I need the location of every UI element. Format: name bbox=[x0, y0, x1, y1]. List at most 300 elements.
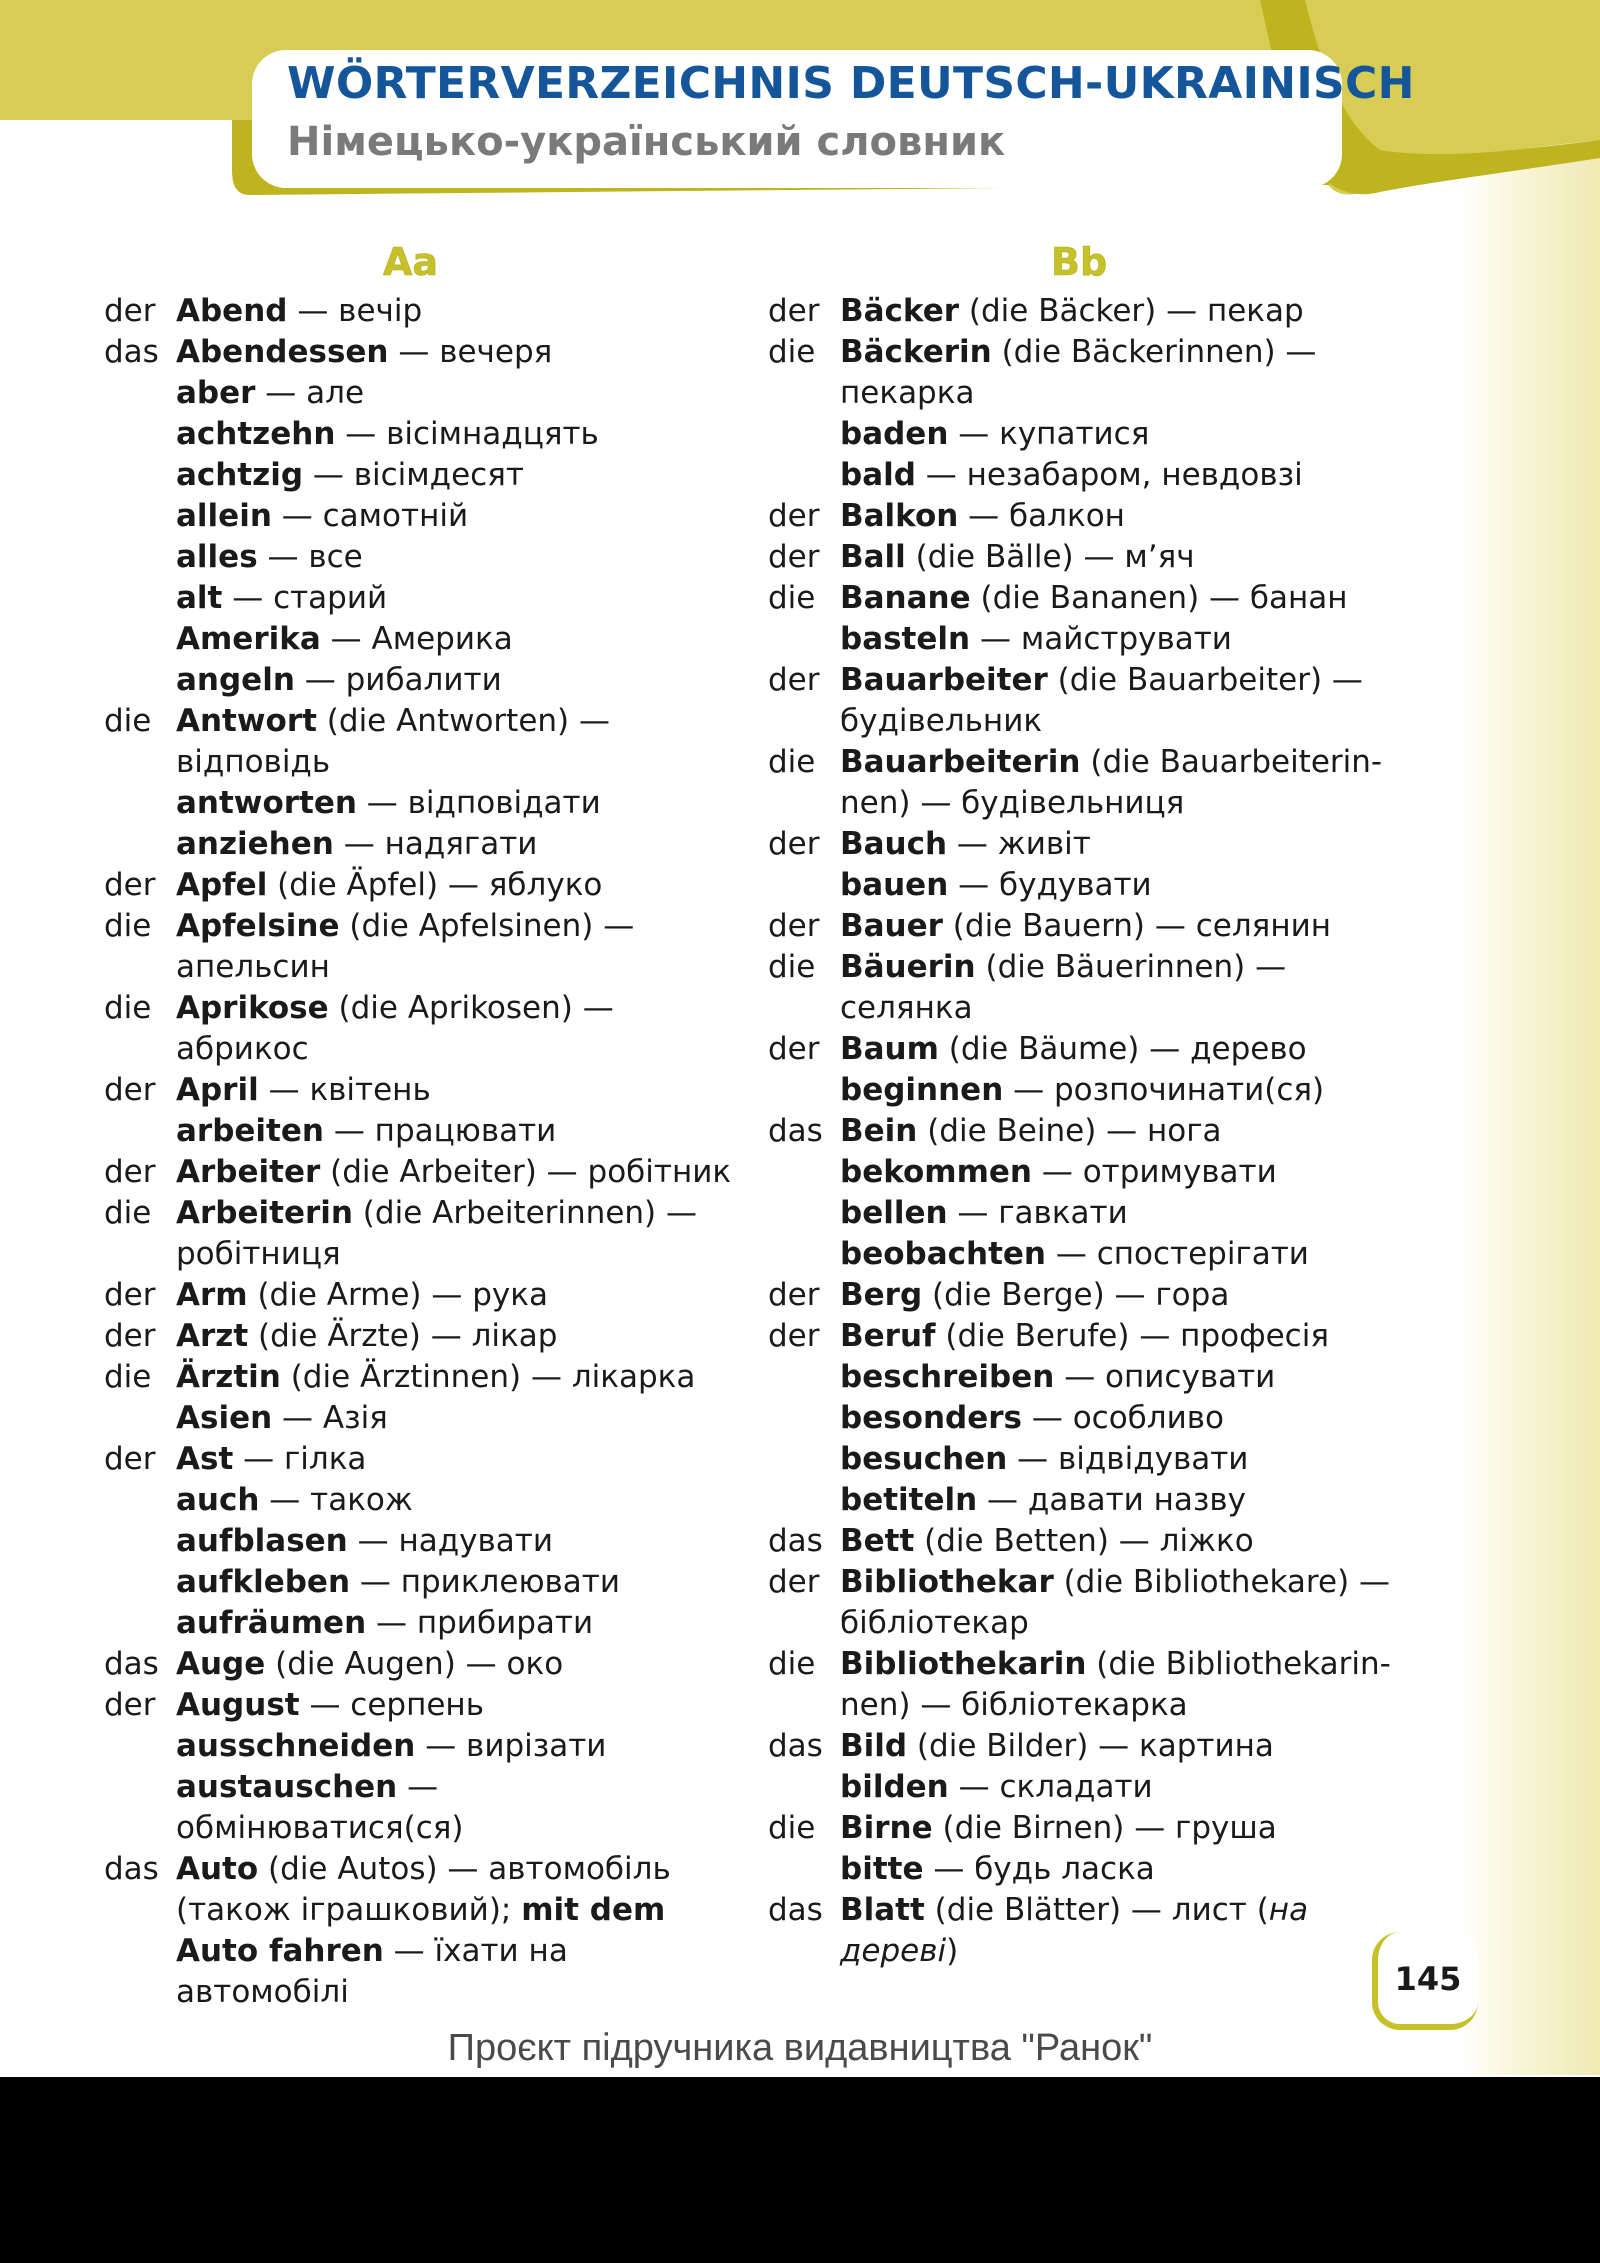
entry-headword: Berg bbox=[840, 1277, 923, 1313]
entry-definition bbox=[840, 824, 1408, 865]
entry-headword: Auge bbox=[176, 1646, 266, 1682]
entry-definition bbox=[176, 824, 734, 865]
section-letter-b: Bb bbox=[1051, 240, 1108, 284]
entry-article bbox=[768, 619, 840, 660]
entry-text: — обмінюватися(ся) bbox=[176, 1769, 464, 1846]
entry-headword: Bauch bbox=[840, 826, 948, 862]
entry-definition bbox=[176, 1644, 734, 1685]
entry-text: — вечір bbox=[287, 293, 423, 329]
dictionary-entry bbox=[768, 1644, 1408, 1726]
entry-definition bbox=[176, 701, 734, 783]
entry-headword: angeln bbox=[176, 662, 295, 698]
entry-article bbox=[104, 660, 176, 701]
entry-text: (die Ärzte) — лікар bbox=[248, 1318, 558, 1354]
entry-definition bbox=[840, 1316, 1408, 1357]
entry-headword: Apfelsine bbox=[176, 908, 340, 944]
footer-note: Проєкт підручника видавництва "Ранок" bbox=[447, 2027, 1153, 2069]
page-subtitle: Німецько-український словник bbox=[287, 119, 1006, 165]
entry-headword: Bild bbox=[840, 1728, 908, 1764]
entry-headword: Bäcker bbox=[840, 293, 960, 329]
section-letter-a: Aa bbox=[383, 240, 439, 284]
entry-definition bbox=[176, 1603, 734, 1644]
dictionary-entry bbox=[104, 1111, 734, 1152]
entry-headword: allein bbox=[176, 498, 272, 534]
entry-headword: ausschneiden bbox=[176, 1728, 416, 1764]
entry-headword: aufblasen bbox=[176, 1523, 348, 1559]
entry-definition bbox=[176, 1111, 734, 1152]
dictionary-entry bbox=[104, 1316, 734, 1357]
entry-headword: achtzehn bbox=[176, 416, 336, 452]
entry-headword: bitte bbox=[840, 1851, 924, 1887]
entry-definition bbox=[840, 455, 1408, 496]
dictionary-entry bbox=[768, 496, 1408, 537]
entry-article: der bbox=[104, 1441, 156, 1477]
entry-headword: Abend bbox=[176, 293, 288, 329]
entry-text: (die Bauern) — селянин bbox=[942, 908, 1331, 944]
entry-text: (die Bilder) — картина bbox=[907, 1728, 1274, 1764]
dictionary-entry bbox=[768, 906, 1408, 947]
entry-text: — квітень bbox=[258, 1072, 431, 1108]
entry-text: — також bbox=[259, 1482, 413, 1518]
entry-article: der bbox=[768, 662, 820, 698]
dictionary-entry bbox=[768, 1890, 1408, 1972]
entry-text: (die Birnen) — груша bbox=[932, 1810, 1277, 1846]
entry-headword: Arbeiter bbox=[176, 1154, 321, 1190]
dictionary-entry bbox=[768, 947, 1408, 1029]
entry-text: (die Bälle) — м’яч bbox=[905, 539, 1195, 575]
entry-headword: basteln bbox=[840, 621, 971, 657]
entry-text: (die Blätter) — лист ( bbox=[924, 1892, 1269, 1928]
entry-definition bbox=[176, 291, 734, 332]
dictionary-entry bbox=[104, 414, 734, 455]
entry-text: — давати назву bbox=[977, 1482, 1247, 1518]
entry-article: der bbox=[104, 293, 156, 329]
entry-article: der bbox=[104, 1687, 156, 1723]
entry-article bbox=[104, 373, 176, 414]
entry-text: — надувати bbox=[347, 1523, 553, 1559]
page-title: WÖRTERVERZEICHNIS DEUTSCH-UKRAINISCH bbox=[287, 58, 1415, 109]
dictionary-entry bbox=[768, 865, 1408, 906]
entry-article bbox=[104, 1398, 176, 1439]
dictionary-entry bbox=[104, 783, 734, 824]
entry-definition bbox=[840, 947, 1408, 1029]
entry-article bbox=[768, 1193, 840, 1234]
entry-definition bbox=[176, 1562, 734, 1603]
entry-article bbox=[104, 496, 176, 537]
dictionary-entry bbox=[104, 1070, 734, 1111]
entry-article bbox=[104, 537, 176, 578]
dictionary-entry bbox=[104, 619, 734, 660]
entry-headword: Arm bbox=[176, 1277, 248, 1313]
dictionary-entry bbox=[768, 414, 1408, 455]
dictionary-entry bbox=[104, 824, 734, 865]
entry-text: (die Bäume) — дерево bbox=[938, 1031, 1307, 1067]
dictionary-entry bbox=[104, 1398, 734, 1439]
entry-text: — складати bbox=[948, 1769, 1153, 1805]
entry-definition bbox=[840, 496, 1408, 537]
entry-article bbox=[768, 455, 840, 496]
dictionary-entry bbox=[768, 1111, 1408, 1152]
entry-definition bbox=[840, 1890, 1408, 1972]
entry-definition bbox=[840, 1193, 1408, 1234]
entry-definition bbox=[176, 1193, 734, 1275]
dictionary-entry bbox=[768, 1398, 1408, 1439]
dictionary-entry bbox=[104, 906, 734, 988]
entry-definition bbox=[840, 906, 1408, 947]
entry-text: — але bbox=[255, 375, 365, 411]
entry-article bbox=[104, 1603, 176, 1644]
dictionary-entry bbox=[768, 332, 1408, 414]
entry-text: — Америка bbox=[320, 621, 513, 657]
entry-article: das bbox=[104, 334, 159, 370]
entry-definition bbox=[840, 1521, 1408, 1562]
entry-article: der bbox=[104, 1318, 156, 1354]
entry-article: das bbox=[768, 1728, 823, 1764]
entry-text: — все bbox=[257, 539, 363, 575]
entry-text: (die Arbeiterinnen) — робітниця bbox=[176, 1195, 697, 1272]
entry-definition bbox=[176, 332, 734, 373]
entry-headword: alles bbox=[176, 539, 258, 575]
entry-text: — Азія bbox=[272, 1400, 388, 1436]
dictionary-entry bbox=[104, 701, 734, 783]
entry-definition bbox=[176, 373, 734, 414]
entry-article bbox=[768, 1357, 840, 1398]
dictionary-entry bbox=[104, 373, 734, 414]
entry-article: der bbox=[104, 1072, 156, 1108]
entry-article: das bbox=[104, 1646, 159, 1682]
entry-text: (die Bibliothekarin-nen) — бібліотекарка bbox=[840, 1646, 1391, 1723]
entry-headword: aber bbox=[176, 375, 256, 411]
entry-text: — прибирати bbox=[366, 1605, 594, 1641]
entry-definition bbox=[840, 1357, 1408, 1398]
entry-text: (die Beine) — нога bbox=[917, 1113, 1222, 1149]
entry-headword: April bbox=[176, 1072, 259, 1108]
dictionary-entry bbox=[768, 1029, 1408, 1070]
entry-definition bbox=[176, 1398, 734, 1439]
entry-headword: Apfel bbox=[176, 867, 268, 903]
entry-text: (die Antworten) — відповідь bbox=[176, 703, 610, 780]
entry-article: der bbox=[768, 1564, 820, 1600]
entry-text: ) bbox=[946, 1933, 959, 1969]
entry-text: — відвідувати bbox=[1007, 1441, 1249, 1477]
entry-headword: aufräumen bbox=[176, 1605, 367, 1641]
entry-text: (die Betten) — ліжко bbox=[914, 1523, 1254, 1559]
dictionary-entry bbox=[768, 1152, 1408, 1193]
dictionary-entry bbox=[104, 1275, 734, 1316]
entry-definition bbox=[840, 537, 1408, 578]
entry-text: — балкон bbox=[958, 498, 1125, 534]
entry-article: der bbox=[768, 1031, 820, 1067]
dictionary-entry bbox=[768, 1357, 1408, 1398]
entry-definition bbox=[176, 455, 734, 496]
entry-text: — живіт bbox=[947, 826, 1091, 862]
entry-article bbox=[104, 1480, 176, 1521]
dictionary-entry bbox=[104, 1726, 734, 1767]
entry-text: — старий bbox=[222, 580, 388, 616]
entry-definition bbox=[176, 1767, 734, 1849]
entry-headword: Birne bbox=[840, 1810, 933, 1846]
dictionary-entry bbox=[104, 1767, 734, 1849]
entry-text: — спостерігати bbox=[1045, 1236, 1309, 1272]
entry-article: der bbox=[104, 1277, 156, 1313]
dictionary-entry bbox=[104, 1480, 734, 1521]
entry-headword: auch bbox=[176, 1482, 260, 1518]
entry-text: (die Berufe) — професія bbox=[935, 1318, 1329, 1354]
entry-definition bbox=[176, 578, 734, 619]
entry-text: — гілка bbox=[233, 1441, 367, 1477]
entry-headword: Balkon bbox=[840, 498, 959, 534]
entry-text: — описувати bbox=[1054, 1359, 1276, 1395]
dictionary-entry bbox=[768, 619, 1408, 660]
dictionary-entry bbox=[104, 1603, 734, 1644]
entry-text: — вісімнадцять bbox=[335, 416, 599, 452]
dictionary-entry bbox=[104, 291, 734, 332]
entry-text: — будувати bbox=[948, 867, 1152, 903]
entry-article bbox=[768, 1767, 840, 1808]
entry-headword: Ast bbox=[176, 1441, 234, 1477]
entry-headword: antworten bbox=[176, 785, 357, 821]
entry-headword: Bett bbox=[840, 1523, 915, 1559]
entry-definition bbox=[176, 1726, 734, 1767]
entry-definition bbox=[840, 1480, 1408, 1521]
dictionary-entry bbox=[104, 1849, 734, 2013]
entry-headword: Bein bbox=[840, 1113, 918, 1149]
dictionary-entry bbox=[104, 578, 734, 619]
entry-text: — купатися bbox=[948, 416, 1150, 452]
page-number: 145 bbox=[1394, 1960, 1462, 1998]
entry-text: (die Bäckerinnen) — пекарка bbox=[840, 334, 1317, 411]
entry-definition bbox=[840, 619, 1408, 660]
entry-article bbox=[104, 414, 176, 455]
dictionary-entry bbox=[104, 1357, 734, 1398]
entry-text: — серпень bbox=[299, 1687, 484, 1723]
dictionary-entry bbox=[104, 988, 734, 1070]
entry-headword: Amerika bbox=[176, 621, 321, 657]
entry-text: (die Bauarbeiter) — будівельник bbox=[840, 662, 1363, 739]
entry-text: — будь ласка bbox=[923, 1851, 1155, 1887]
entry-headword: Antwort bbox=[176, 703, 317, 739]
entry-headword: Baum bbox=[840, 1031, 939, 1067]
entry-text: — гавкати bbox=[947, 1195, 1128, 1231]
dictionary-entry bbox=[768, 1275, 1408, 1316]
entry-article: der bbox=[768, 1277, 820, 1313]
entry-headword: bald bbox=[840, 457, 916, 493]
entry-headword: Bauer bbox=[840, 908, 943, 944]
entry-definition bbox=[840, 660, 1408, 742]
entry-article: der bbox=[768, 498, 820, 534]
entry-headword: alt bbox=[176, 580, 223, 616]
entry-article bbox=[768, 1849, 840, 1890]
entry-article: die bbox=[104, 908, 152, 944]
dictionary-entry bbox=[104, 660, 734, 701]
dictionary-entry bbox=[768, 1562, 1408, 1644]
entry-text: — самотній bbox=[271, 498, 469, 534]
entry-headword: Auto bbox=[176, 1851, 259, 1887]
entry-text: (die Äpfel) — яблуко bbox=[267, 867, 603, 903]
entry-text: — незабаром, невдовзі bbox=[915, 457, 1303, 493]
dictionary-entry bbox=[104, 1685, 734, 1726]
entry-definition bbox=[840, 1767, 1408, 1808]
entry-headword: Arbeiterin bbox=[176, 1195, 353, 1231]
entry-article: die bbox=[768, 1810, 816, 1846]
decorative-side-band bbox=[1460, 0, 1600, 2075]
entry-headword: Bibliothekar bbox=[840, 1564, 1054, 1600]
entry-definition bbox=[840, 1111, 1408, 1152]
entry-definition bbox=[176, 1357, 734, 1398]
entry-article: das bbox=[768, 1113, 823, 1149]
entry-headword: Abendessen bbox=[176, 334, 389, 370]
entry-text: (die Ärztinnen) — лікарка bbox=[280, 1359, 696, 1395]
entry-text: (die Berge) — гора bbox=[922, 1277, 1230, 1313]
dictionary-entry bbox=[104, 496, 734, 537]
entry-headword: bekommen bbox=[840, 1154, 1032, 1190]
entry-article: der bbox=[768, 826, 820, 862]
entry-headword: aufkleben bbox=[176, 1564, 351, 1600]
entry-headword: bauen bbox=[840, 867, 949, 903]
entry-definition bbox=[176, 1152, 734, 1193]
dictionary-entry bbox=[104, 1439, 734, 1480]
entry-definition bbox=[176, 1480, 734, 1521]
entry-headword: Ärztin bbox=[176, 1359, 281, 1395]
entry-text: (die Arme) — рука bbox=[247, 1277, 548, 1313]
entry-article: der bbox=[768, 1318, 820, 1354]
entry-article bbox=[768, 865, 840, 906]
entry-definition bbox=[840, 1439, 1408, 1480]
entry-definition bbox=[176, 783, 734, 824]
entry-definition bbox=[840, 1152, 1408, 1193]
entry-headword: Asien bbox=[176, 1400, 273, 1436]
entry-text: — вісімдесят bbox=[303, 457, 524, 493]
entry-definition bbox=[840, 1234, 1408, 1275]
entry-definition bbox=[176, 906, 734, 988]
entry-article bbox=[104, 1521, 176, 1562]
entry-definition bbox=[176, 1849, 734, 2013]
dictionary-entry bbox=[104, 1193, 734, 1275]
entry-article bbox=[768, 1398, 840, 1439]
entry-definition bbox=[176, 660, 734, 701]
entry-text: — приклеювати bbox=[350, 1564, 621, 1600]
dictionary-entry bbox=[768, 1726, 1408, 1767]
entry-definition bbox=[840, 1070, 1408, 1111]
dictionary-entry bbox=[768, 455, 1408, 496]
entry-text: — особливо bbox=[1022, 1400, 1224, 1436]
entry-article: das bbox=[768, 1523, 823, 1559]
entry-article: der bbox=[104, 1154, 156, 1190]
entry-definition bbox=[840, 1726, 1408, 1767]
entry-article: der bbox=[104, 867, 156, 903]
entry-text: (die Bäuerinnen) — селянка bbox=[840, 949, 1287, 1026]
entry-definition bbox=[176, 537, 734, 578]
dictionary-column-a bbox=[104, 291, 734, 2013]
dictionary-entry bbox=[768, 824, 1408, 865]
entry-article: die bbox=[768, 744, 816, 780]
entry-text: — їхати на автомобілі bbox=[176, 1933, 568, 2010]
entry-headword: Bäckerin bbox=[840, 334, 992, 370]
bottom-black-strip bbox=[0, 2077, 1600, 2263]
entry-headword: arbeiten bbox=[176, 1113, 324, 1149]
entry-headword: Beruf bbox=[840, 1318, 936, 1354]
entry-text: (die Apfelsinen) — апельсин bbox=[176, 908, 635, 985]
entry-headword: austauschen bbox=[176, 1769, 398, 1805]
dictionary-entry bbox=[104, 1521, 734, 1562]
entry-article: der bbox=[768, 908, 820, 944]
entry-headword: beschreiben bbox=[840, 1359, 1055, 1395]
entry-text: (die Arbeiter) — робітник bbox=[320, 1154, 732, 1190]
entry-text: — працювати bbox=[323, 1113, 557, 1149]
entry-article bbox=[768, 1439, 840, 1480]
dictionary-entry bbox=[104, 1562, 734, 1603]
dictionary-entry bbox=[104, 865, 734, 906]
entry-headword: beginnen bbox=[840, 1072, 1004, 1108]
entry-headword: bilden bbox=[840, 1769, 949, 1805]
entry-headword: Bibliothekarin bbox=[840, 1646, 1087, 1682]
entry-headword: Bauarbeiter bbox=[840, 662, 1048, 698]
entry-article: die bbox=[104, 990, 152, 1026]
dictionary-entry bbox=[768, 1070, 1408, 1111]
entry-article: die bbox=[768, 580, 816, 616]
dictionary-entry bbox=[768, 1439, 1408, 1480]
entry-definition bbox=[176, 1316, 734, 1357]
entry-article bbox=[104, 455, 176, 496]
entry-text: — рибалити bbox=[294, 662, 502, 698]
entry-headword: anziehen bbox=[176, 826, 334, 862]
dictionary-entry bbox=[768, 537, 1408, 578]
entry-article bbox=[104, 1726, 176, 1767]
entry-definition bbox=[176, 496, 734, 537]
dictionary-entry bbox=[768, 1521, 1408, 1562]
entry-definition bbox=[176, 988, 734, 1070]
entry-headword: Banane bbox=[840, 580, 971, 616]
entry-definition bbox=[840, 578, 1408, 619]
entry-article bbox=[768, 1480, 840, 1521]
entry-text: — майструвати bbox=[970, 621, 1232, 657]
entry-article: das bbox=[768, 1892, 823, 1928]
entry-headword: mit dem Auto fahren bbox=[176, 1892, 666, 1969]
entry-text: — відповідати bbox=[356, 785, 601, 821]
entry-text: (die Augen) — око bbox=[265, 1646, 564, 1682]
entry-article: der bbox=[768, 539, 820, 575]
entry-text: (die Bäcker) — пекар bbox=[959, 293, 1304, 329]
entry-headword: August bbox=[176, 1687, 300, 1723]
dictionary-entry bbox=[768, 1767, 1408, 1808]
entry-definition bbox=[176, 1275, 734, 1316]
dictionary-entry bbox=[768, 291, 1408, 332]
entry-definition bbox=[840, 1029, 1408, 1070]
entry-headword: baden bbox=[840, 416, 949, 452]
entry-text: — надягати bbox=[333, 826, 538, 862]
entry-article bbox=[104, 1767, 176, 1849]
entry-definition bbox=[840, 865, 1408, 906]
dictionary-entry bbox=[104, 1644, 734, 1685]
entry-article bbox=[104, 578, 176, 619]
entry-definition bbox=[840, 1808, 1408, 1849]
dictionary-entry bbox=[104, 332, 734, 373]
entry-definition bbox=[840, 742, 1408, 824]
entry-headword: Aprikose bbox=[176, 990, 329, 1026]
entry-definition bbox=[176, 1070, 734, 1111]
entry-headword: Bauarbeiterin bbox=[840, 744, 1081, 780]
entry-definition bbox=[840, 1562, 1408, 1644]
entry-definition bbox=[840, 291, 1408, 332]
entry-article bbox=[104, 824, 176, 865]
entry-text: — вечеря bbox=[388, 334, 553, 370]
dictionary-entry bbox=[768, 1234, 1408, 1275]
entry-headword: besuchen bbox=[840, 1441, 1008, 1477]
entry-article bbox=[104, 1111, 176, 1152]
entry-article: die bbox=[104, 703, 152, 739]
entry-definition bbox=[176, 619, 734, 660]
entry-definition bbox=[176, 865, 734, 906]
